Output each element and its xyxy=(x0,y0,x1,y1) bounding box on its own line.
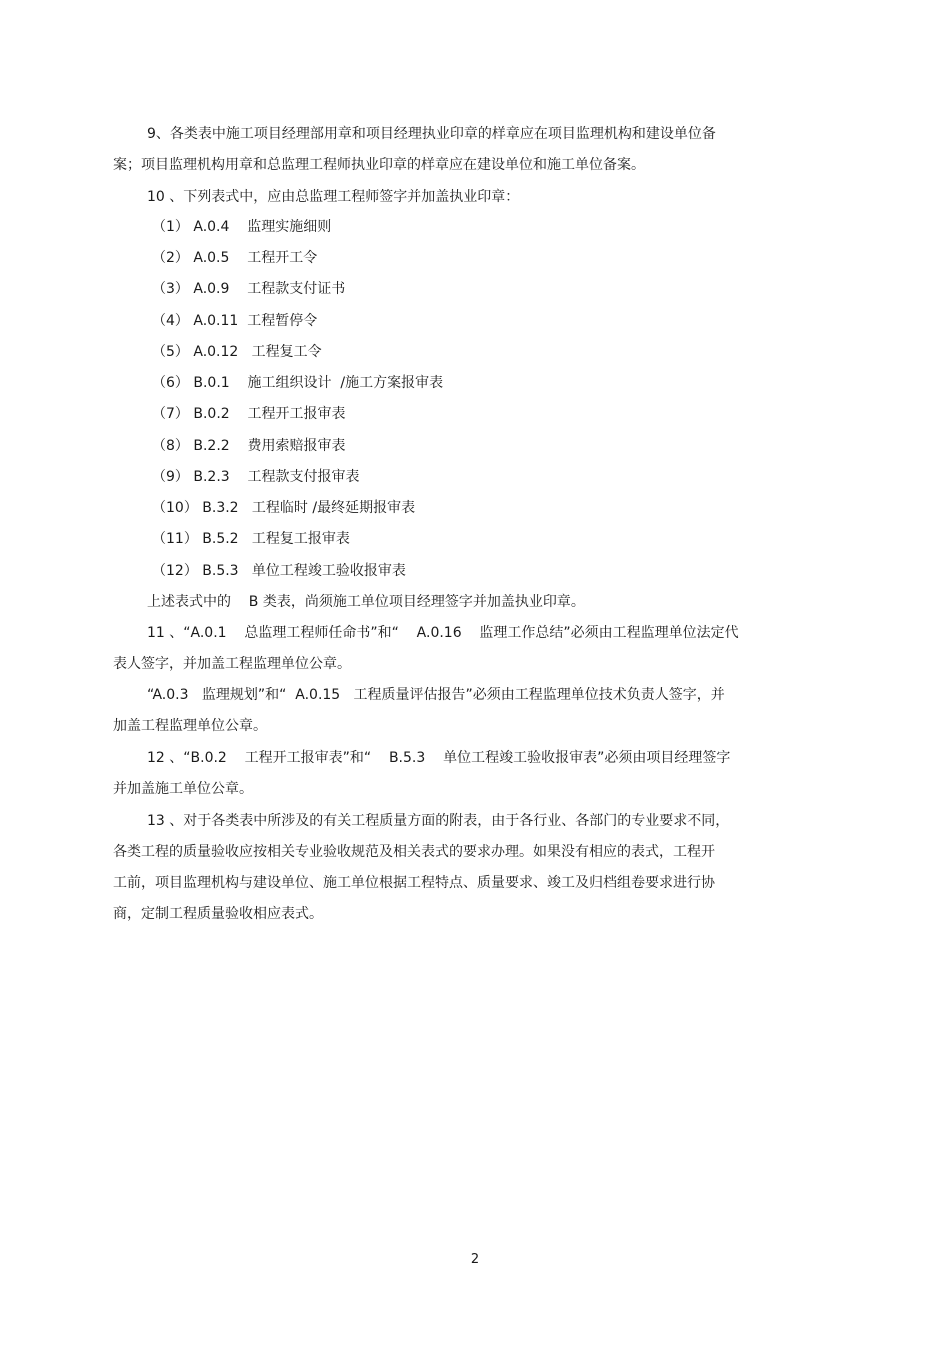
list-item: （6） B.0.1 施工组织设计 /施工方案报审表 xyxy=(152,375,444,391)
paragraph-9-line-2: 案；项目监理机构用章和总监理工程师执业印章的样章应在建设单位和施工单位备案。 xyxy=(113,157,645,173)
list-item: （2） A.0.5 工程开工令 xyxy=(152,250,318,266)
page-number: 2 xyxy=(470,1252,480,1267)
list-item: （7） B.0.2 工程开工报审表 xyxy=(152,406,346,422)
list-item: （8） B.2.2 费用索赔报审表 xyxy=(152,438,346,454)
paragraph-11-line-1: 11 、“A.0.1 总监理工程师任命书”和“ A.0.16 监理工作总结”必须由工程监理单位法定代 xyxy=(147,625,739,641)
paragraph-13-line-2: 各类工程的质量验收应按相关专业验收规范及相关表式的要求办理。如果没有相应的表式，工程开 xyxy=(113,844,715,860)
list-item: （1） A.0.4 监理实施细则 xyxy=(152,219,332,235)
list-item: （4） A.0.11 工程暂停令 xyxy=(152,313,318,329)
paragraph-9-line-1: 9、各类表中施工项目经理部用章和项目经理执业印章的样章应在项目监理机构和建设单位备 xyxy=(147,126,716,142)
paragraph-13-line-1: 13 、对于各类表中所涉及的有关工程质量方面的附表，由于各行业、各部门的专业要求不同， xyxy=(147,813,730,829)
paragraph-10-intro: 10 、下列表式中，应由总监理工程师签字并加盖执业印章： xyxy=(147,189,520,205)
paragraph-11b-line-1: “A.0.3 监理规划”和“ A.0.15 工程质量评估报告”必须由工程监理单位技术负责人签字，并 xyxy=(147,687,725,703)
list-item: （10） B.3.2 工程临时 /最终延期报审表 xyxy=(152,500,416,516)
list-item: （9） B.2.3 工程款支付报审表 xyxy=(152,469,360,485)
paragraph-11b-line-2: 加盖工程监理单位公章。 xyxy=(113,718,267,734)
paragraph-12-line-2: 并加盖施工单位公章。 xyxy=(113,781,253,797)
b-class-note: 上述表式中的 B 类表，尚须施工单位项目经理签字并加盖执业印章。 xyxy=(147,594,585,610)
paragraph-13-line-4: 商，定制工程质量验收相应表式。 xyxy=(113,906,323,922)
list-item: （12） B.5.3 单位工程竣工验收报审表 xyxy=(152,563,406,579)
list-item: （5） A.0.12 工程复工令 xyxy=(152,344,322,360)
paragraph-13-line-3: 工前，项目监理机构与建设单位、施工单位根据工程特点、质量要求、竣工及归档组卷要求进行协 xyxy=(113,875,715,891)
list-item: （11） B.5.2 工程复工报审表 xyxy=(152,531,350,547)
list-item: （3） A.0.9 工程款支付证书 xyxy=(152,281,346,297)
paragraph-11-line-2: 表人签字，并加盖工程监理单位公章。 xyxy=(113,656,351,672)
paragraph-12-line-1: 12 、“B.0.2 工程开工报审表”和“ B.5.3 单位工程竣工验收报审表”必须由项目经理签字 xyxy=(147,750,731,766)
